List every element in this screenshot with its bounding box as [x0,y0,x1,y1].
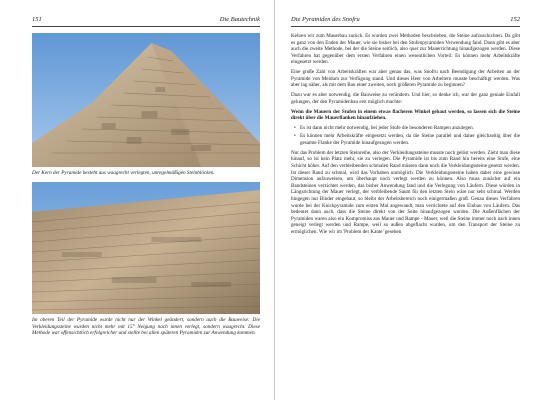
page-number: 152 [510,16,520,23]
page-number: 151 [32,16,42,23]
bullet-item: • Es können mehr Arbeitskräfte eingesetzt werden, da die Steine parallel und daher gleichzeitig über die gesamte Flanke der Pyramide hinaufgezogen werden. [300,133,520,146]
pyramid-core-image [32,33,260,167]
paragraph: Eine große Zahl von Arbeitskräften war aber genau das, was Snofru nach Beendigung der Arbeiten an der Pyramide von Meidum zur Verfügung stand. Und dieses Heer von Arbeitern musste beschäftigt werden. Was aber lag näher, als mit dem Bau einer zweiten, noch größeren Pyramide zu beginnen? [291,69,520,89]
page-body [291,33,520,236]
photo-caption-top: Der Kern der Pyramide besteht aus waagrecht verlegten, unregelmäßigen Steinblöcken. [32,170,215,176]
running-title: Die Pyramiden des Snofru [291,16,360,23]
paragraph: Nur das Problem der letzten Steinreihe, also der Verkleidungssteine musste noch gelöst werden. Zieht man diese hinauf, so ist kein Platz mehr, sie zu verlegen. Die Pyramide ist bis zum Rand hin bereits eine Stufe, eine Schicht höher. Auf den verbleibenden schmalen Rand müssen dann noch die Verkleidungssteine gesetzt werden. Ist dieser Rand zu schmal, wird das Vorhaben unmöglich. Die Verkleidungssteine haben daher eine gewisse Dimension aufzuweisen, um überhaupt noch verlegt werden zu können. Also muss zunächst auf ein Bandsteinen verzichtet werden, das bisher Anwendung fand und die Verlegung von Läufern. Diese würden in Längsrichtung der Mauer verlegt, der verbleibende Saum für den letzten Stein wäre nur sehr schmal. Werden hingegen nur Binder eingebaut, so bleibt der Arbeitsbereich noch einigermaßen groß. Genau dieses Verfahren wurde bei der Knickpyramide zum ersten Mal angewandt, man verrichtete auf den Einbau von Läufern. Das bedeutet dann auch, dass die Steine direkt von der Seite hinaufgezogen wurden. Die Außenflächen der Pyramiden waren also ein Kompromiss aus Mauer und Rampe - Mauer, weil die Steine immer noch nach innen geneigt verlegt werden und Rampe, weil so außen abgeflacht wurden, um den Transport der Steine zu ermöglichen. Wie wir im 'Problem der Kante' gesehen [291,149,520,235]
paragraph: Kehren wir zum Mauerbau zurück. Es wurden zwei Methoden beschrieben, die Steine aufzuschichten. Da gibt es ganz von den Enden der Mauer, wie sie bisher bei den Stufenpyramiden Verwendung fand. Dann gibt es aber auch die zweite Methode, bei der die Steine seitlich, also quer zur Mauerrichtung hinaufgezogen werden. Diese Verfahren hat gegenüber dem ersten Verfahren einen wesentlichen Vorteil: Es können mehr Arbeitskräfte eingesetzt werden. [291,33,520,66]
pyramid-upper-photo [32,182,260,314]
page-header [32,16,260,27]
bullet-item: • Es ist dann nicht mehr notwendig, bei jeder Stufe die besonderen Rampen anzulegen. [300,125,520,132]
highlight-paragraph: Wenn die Mauern der Stufen in einem etwas flacheren Winkel gebaut werden, so lassen sich die Steine direkt über die Mauerflanken hinaufziehen. [291,108,520,122]
right-page [275,0,550,400]
page-header [291,16,520,27]
pyramid-upper-image [32,182,260,314]
running-title: Die Bautechnik [219,16,260,23]
bullet-list [291,125,520,147]
paragraph: Dazu war es aber notwendig, die Bauweise zu verändern. Und hier, so denke ich, war der ganz geniale Einfall gelungen, der den Pyramidenbau erst möglich machte: [291,92,520,105]
pyramid-core-photo [32,33,260,167]
photo-caption-bottom: Im oberen Teil der Pyramide wurde nicht nur der Winkel geändert, sondern auch die Bauweise: Die Verkleidungssteine wurden nicht mehr mit 15° Neigung nach innen verlegt, sondern waagrecht. Diese Methode war offensichtlich erfolgreicher und stellte bei allen späteren Pyramiden zur Anwendung kommen. [32,317,260,336]
